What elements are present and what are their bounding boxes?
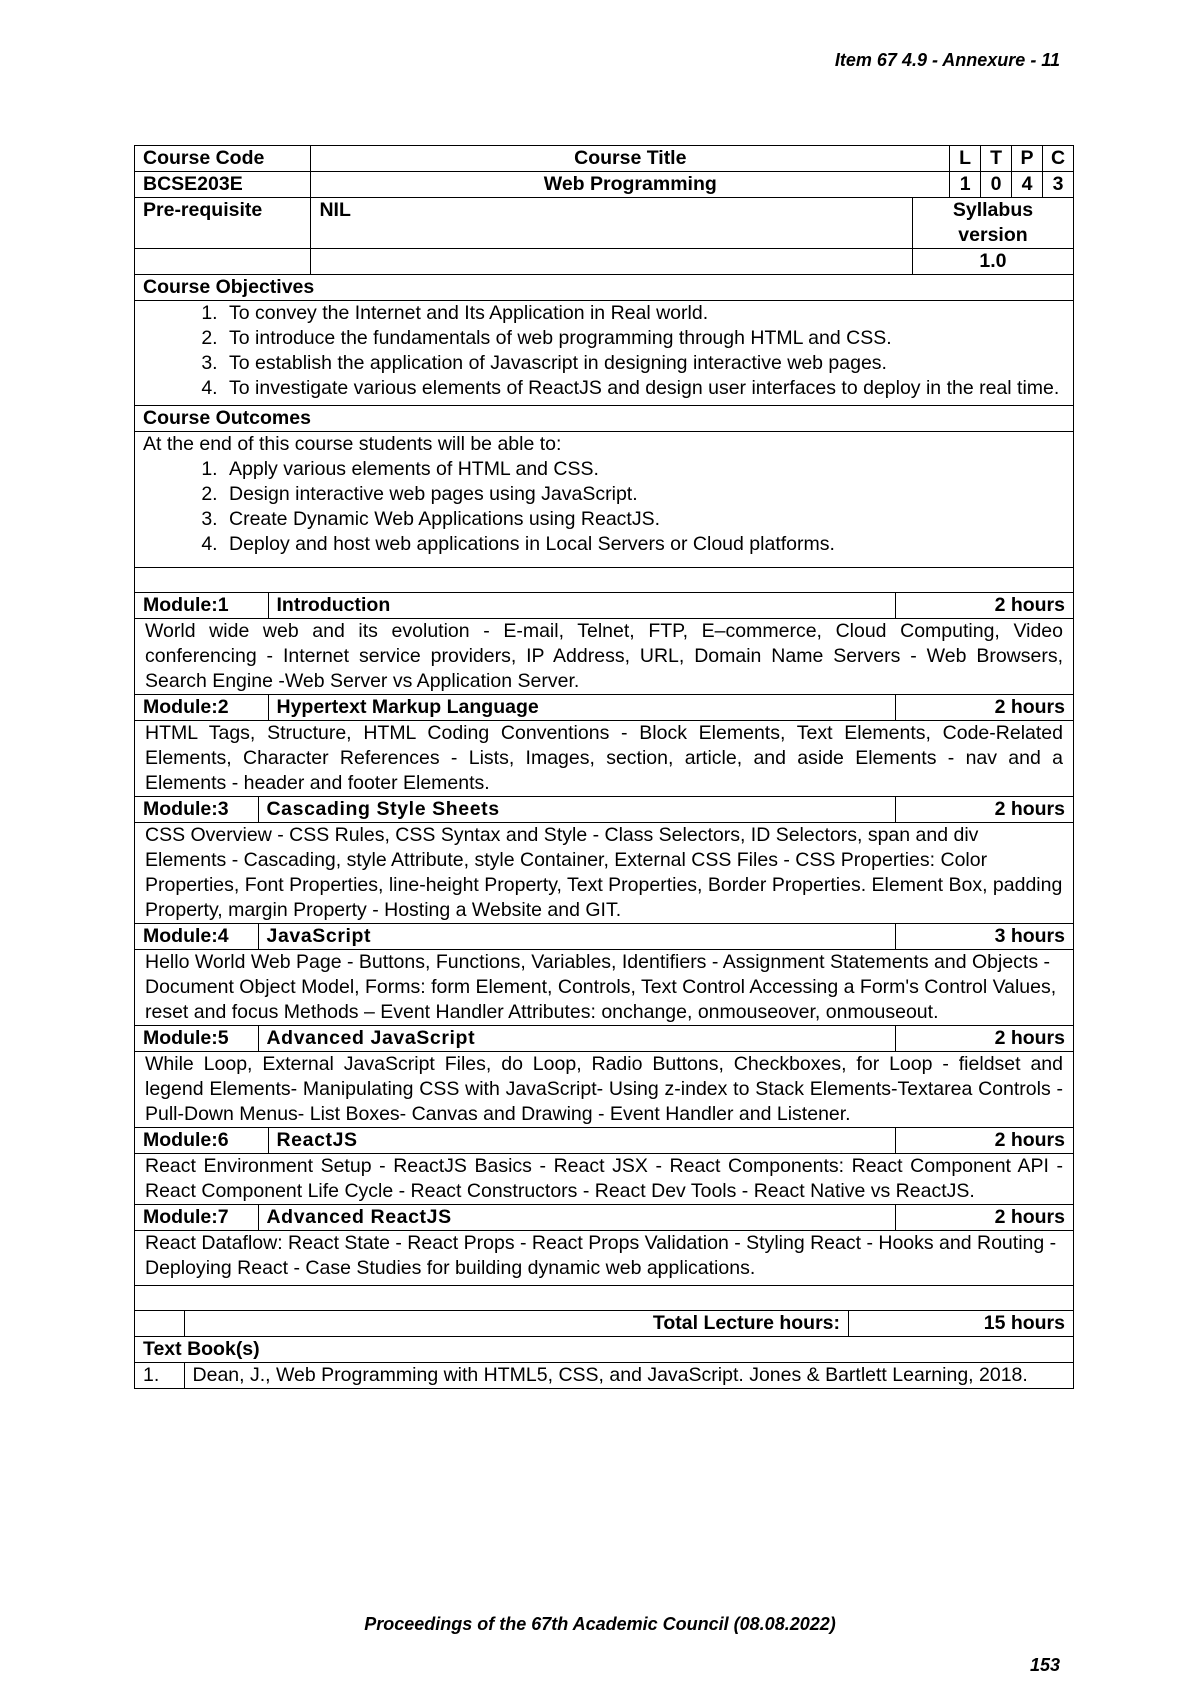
- module-header-row: [135, 1205, 1074, 1231]
- module-header-cell: [135, 593, 1074, 619]
- outcomes-heading-row: [135, 406, 1074, 432]
- outcome-item: 1. Apply various elements of HTML and CSS.: [223, 457, 1065, 482]
- textbooks-heading-row: [135, 1337, 1074, 1363]
- total-hours-row: [135, 1311, 1074, 1337]
- module-title: Advanced ReactJS: [258, 1205, 895, 1230]
- textbooks-heading: Text Book(s): [135, 1337, 1074, 1363]
- module-content: CSS Overview - CSS Rules, CSS Syntax and Style - Class Selectors, ID Selectors, span and div Elements - Cascading, style Attribute, style Container, External CSS Files - CSS Properties: Color Properties, Font Properties, line-height Property, Text Properties, Border Properties. Element Box, padding Property, margin Property - Hosting a Website and GIT.: [135, 823, 1074, 924]
- module-id: Module:7: [143, 1206, 229, 1228]
- module-content: React Dataflow: React State - React Props - React Props Validation - Styling React - Hooks and Routing - Deploying React - Case Studies for building dynamic web applications.: [135, 1231, 1074, 1286]
- module-content: HTML Tags, Structure, HTML Coding Conventions - Block Elements, Text Elements, Code-Related Elements, Character References - Lists, Images, section, article, and aside Elements - nav and a Elements - header and footer Elements.: [135, 721, 1074, 797]
- outcomes-list: [143, 457, 1065, 557]
- prerequisite-value: NIL: [311, 198, 913, 249]
- ltpc-label-l: L: [950, 146, 981, 172]
- module-content-row: [135, 1052, 1074, 1128]
- module-header-row: [135, 1128, 1074, 1154]
- ltpc-value-l: 1: [950, 172, 981, 198]
- module-header-row: [135, 924, 1074, 950]
- module-id: Module:6: [143, 1129, 229, 1151]
- module-hours: 2 hours: [895, 1026, 1073, 1051]
- module-content: World wide web and its evolution - E-mail, Telnet, FTP, E–commerce, Cloud Computing, Video conferencing - Internet service providers, IP Address, URL, Domain Name Servers - Web Browsers, Search Engine -Web Server vs Application Server.: [135, 619, 1074, 695]
- spacer-row: [135, 568, 1074, 593]
- module-id: Module:5: [143, 1027, 229, 1049]
- total-hours-value: 15 hours: [849, 1311, 1074, 1337]
- empty-cell: [135, 249, 311, 275]
- module-title: Cascading Style Sheets: [258, 797, 895, 822]
- module-header-row: [135, 593, 1074, 619]
- module-content-row: [135, 1231, 1074, 1286]
- outcome-item: 2. Design interactive web pages using JavaScript.: [223, 482, 1065, 507]
- spacer-row: [135, 1286, 1074, 1311]
- module-header: [135, 924, 1073, 949]
- prerequisite-label: Pre-requisite: [135, 198, 311, 249]
- objectives-row: [135, 301, 1074, 406]
- objectives-list: [143, 301, 1065, 401]
- textbook-citation: Dean, J., Web Programming with HTML5, CSS, and JavaScript. Jones & Bartlett Learning, 2018.: [184, 1363, 1073, 1389]
- syllabus-version-value: 1.0: [912, 249, 1073, 275]
- outcomes-heading: Course Outcomes: [135, 406, 1074, 432]
- module-content: While Loop, External JavaScript Files, do Loop, Radio Buttons, Checkboxes, for Loop - fieldset and legend Elements- Manipulating CSS with JavaScript- Using z-index to Stack Elements-Textarea Controls - Pull-Down Menus- List Boxes- Canvas and Drawing - Event Handler and Listener.: [135, 1052, 1074, 1128]
- course-info-row: [135, 172, 1074, 198]
- header-reference: Item 67 4.9 - Annexure - 11: [834, 50, 1060, 70]
- ltpc-value-p: 4: [1012, 172, 1043, 198]
- empty-cell: [135, 1311, 185, 1337]
- module-header-row: [135, 695, 1074, 721]
- outcome-item: 3. Create Dynamic Web Applications using ReactJS.: [223, 507, 1065, 532]
- ltpc-label-p: P: [1012, 146, 1043, 172]
- module-content-row: [135, 619, 1074, 695]
- ltpc-value-c: 3: [1043, 172, 1074, 198]
- module-id: Module:1: [143, 594, 229, 616]
- objective-item: 4. To investigate various elements of ReactJS and design user interfaces to deploy in the real time.: [223, 376, 1065, 401]
- objective-item: 2. To introduce the fundamentals of web programming through HTML and CSS.: [223, 326, 1065, 351]
- objectives-heading: Course Objectives: [135, 275, 1074, 301]
- page-number: 153: [1029, 1655, 1060, 1675]
- course-title-label: Course Title: [311, 146, 950, 172]
- module-hours: 2 hours: [895, 1128, 1073, 1153]
- empty-cell: [311, 249, 913, 275]
- outcomes-cell: [135, 432, 1074, 568]
- objectives-heading-row: [135, 275, 1074, 301]
- ltpc-label-t: T: [981, 146, 1012, 172]
- module-header-cell: [135, 924, 1074, 950]
- module-header-cell: [135, 1026, 1074, 1052]
- objective-item: 1. To convey the Internet and Its Application in Real world.: [223, 301, 1065, 326]
- module-header: [135, 797, 1073, 822]
- module-content-row: [135, 823, 1074, 924]
- textbook-number: 1.: [135, 1363, 185, 1389]
- empty-cell: [135, 568, 1074, 593]
- module-header-cell: [135, 695, 1074, 721]
- syllabus-table: [134, 145, 1074, 1389]
- empty-cell: [135, 1286, 1074, 1311]
- module-title: Hypertext Markup Language: [268, 695, 895, 720]
- module-hours: 3 hours: [895, 924, 1073, 949]
- module-header: [135, 1205, 1073, 1230]
- module-title: Advanced JavaScript: [258, 1026, 895, 1051]
- outcomes-intro: At the end of this course students will be able to:: [143, 433, 562, 455]
- module-hours: 2 hours: [895, 797, 1073, 822]
- module-hours: 2 hours: [895, 1205, 1073, 1230]
- prerequisite-row: [135, 198, 1074, 249]
- module-content-row: [135, 721, 1074, 797]
- module-id: Module:3: [143, 798, 229, 820]
- course-header-row: [135, 146, 1074, 172]
- module-header: [135, 593, 1073, 618]
- module-header: [135, 1026, 1073, 1051]
- module-title: Introduction: [268, 593, 895, 618]
- syllabus-version-row: [135, 249, 1074, 275]
- course-code: BCSE203E: [135, 172, 311, 198]
- module-header-cell: [135, 1128, 1074, 1154]
- objectives-cell: [135, 301, 1074, 406]
- outcome-item: 4. Deploy and host web applications in Local Servers or Cloud platforms.: [223, 532, 1065, 557]
- module-id: Module:4: [143, 925, 229, 947]
- module-header: [135, 695, 1073, 720]
- module-header-row: [135, 797, 1074, 823]
- module-title: JavaScript: [258, 924, 895, 949]
- outcomes-row: [135, 432, 1074, 568]
- objective-item: 3. To establish the application of Javascript in designing interactive web pages.: [223, 351, 1065, 376]
- course-code-label: Course Code: [135, 146, 311, 172]
- course-title: Web Programming: [311, 172, 950, 198]
- module-id: Module:2: [143, 696, 229, 718]
- module-hours: 2 hours: [895, 593, 1073, 618]
- footer-proceedings: Proceedings of the 67th Academic Council (08.08.2022): [364, 1614, 836, 1634]
- total-hours-label: Total Lecture hours:: [184, 1311, 848, 1337]
- syllabus-version-label: Syllabus version: [912, 198, 1073, 249]
- textbook-row: [135, 1363, 1074, 1389]
- ltpc-value-t: 0: [981, 172, 1012, 198]
- module-content: React Environment Setup - ReactJS Basics - React JSX - React Components: React Component API - React Component Life Cycle - React Constructors - React Dev Tools - React Native vs ReactJS.: [135, 1154, 1074, 1205]
- module-header-cell: [135, 1205, 1074, 1231]
- module-content-row: [135, 1154, 1074, 1205]
- module-header-cell: [135, 797, 1074, 823]
- ltpc-label-c: C: [1043, 146, 1074, 172]
- module-title: ReactJS: [268, 1128, 895, 1153]
- module-content-row: [135, 950, 1074, 1026]
- module-header-row: [135, 1026, 1074, 1052]
- module-hours: 2 hours: [895, 695, 1073, 720]
- module-header: [135, 1128, 1073, 1153]
- module-content: Hello World Web Page - Buttons, Functions, Variables, Identifiers - Assignment Statements and Objects - Document Object Model, Forms: form Element, Controls, Text Control Accessing a Form's Control Values, reset and focus Methods – Event Handler Attributes: onchange, onmouseover, onmouseout.: [135, 950, 1074, 1026]
